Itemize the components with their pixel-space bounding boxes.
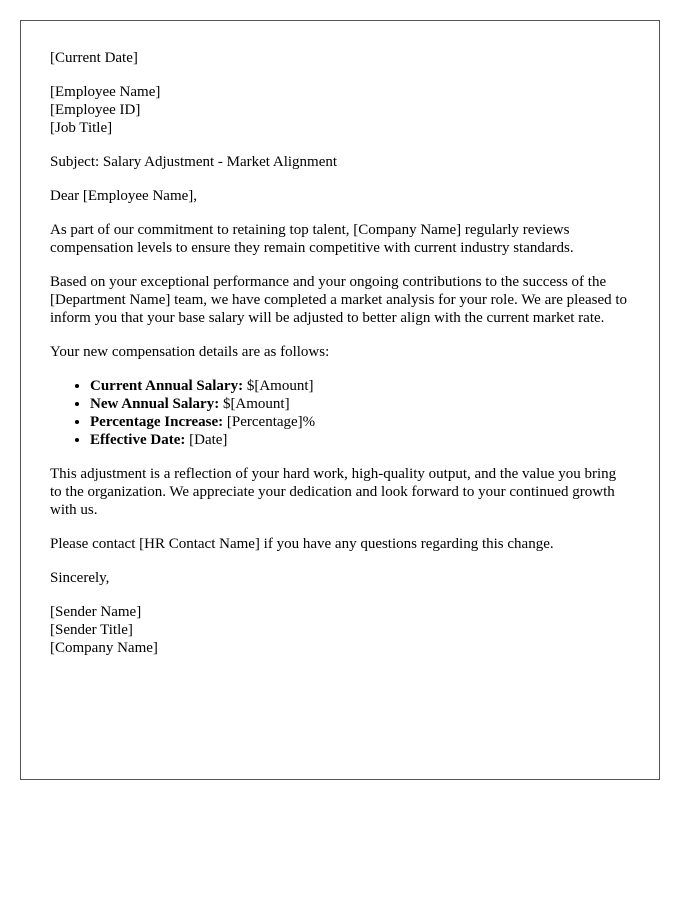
detail-effective-date (90, 431, 630, 449)
appreciation-paragraph: This adjustment is a reflection of your hard work, high-quality output, and the value you bring to the organization. We appreciate your dedication and look forward to your continued growth with us. (50, 466, 617, 518)
contact-paragraph: Please contact [HR Contact Name] if you have any questions regarding this change. (50, 536, 554, 552)
signature-block (50, 603, 630, 657)
detail-percentage-increase (90, 413, 630, 431)
detail-label: Current Annual Salary: (90, 378, 244, 394)
recipient-id: [Employee ID] (50, 102, 141, 118)
sender-name: [Sender Name] (50, 604, 142, 620)
recipient-name: [Employee Name] (50, 84, 161, 100)
letter-salutation: Dear [Employee Name], (50, 188, 198, 204)
letter-date: [Current Date] (50, 50, 138, 66)
details-intro-paragraph: Your new compensation details are as follows: (50, 344, 330, 360)
compensation-details-list (50, 377, 630, 449)
detail-label: Effective Date: (90, 432, 186, 448)
detail-new-salary (90, 395, 630, 413)
detail-value: [Percentage]% (223, 414, 316, 430)
detail-value: $[Amount] (219, 396, 290, 412)
detail-current-salary (90, 377, 630, 395)
detail-label: Percentage Increase: (90, 414, 224, 430)
detail-label: New Annual Salary: (90, 396, 220, 412)
intro-paragraph: As part of our commitment to retaining top talent, [Company Name] regularly reviews compensation levels to ensure they remain competitive with current industry standards. (50, 222, 574, 256)
detail-value: [Date] (185, 432, 228, 448)
sender-company: [Company Name] (50, 640, 158, 656)
sender-title: [Sender Title] (50, 622, 133, 638)
recipient-job-title: [Job Title] (50, 120, 113, 136)
letter-signoff: Sincerely, (50, 570, 110, 586)
letter-document (20, 20, 660, 780)
letter-subject: Subject: Salary Adjustment - Market Alignment (50, 154, 338, 170)
detail-value: $[Amount] (243, 378, 314, 394)
performance-paragraph: Based on your exceptional performance and your ongoing contributions to the success of the [Department Name] team, we have completed a market analysis for your role. We are pleased to inform you that your base salary will be adjusted to better align with the current market rate. (50, 274, 628, 326)
recipient-block (50, 83, 630, 137)
